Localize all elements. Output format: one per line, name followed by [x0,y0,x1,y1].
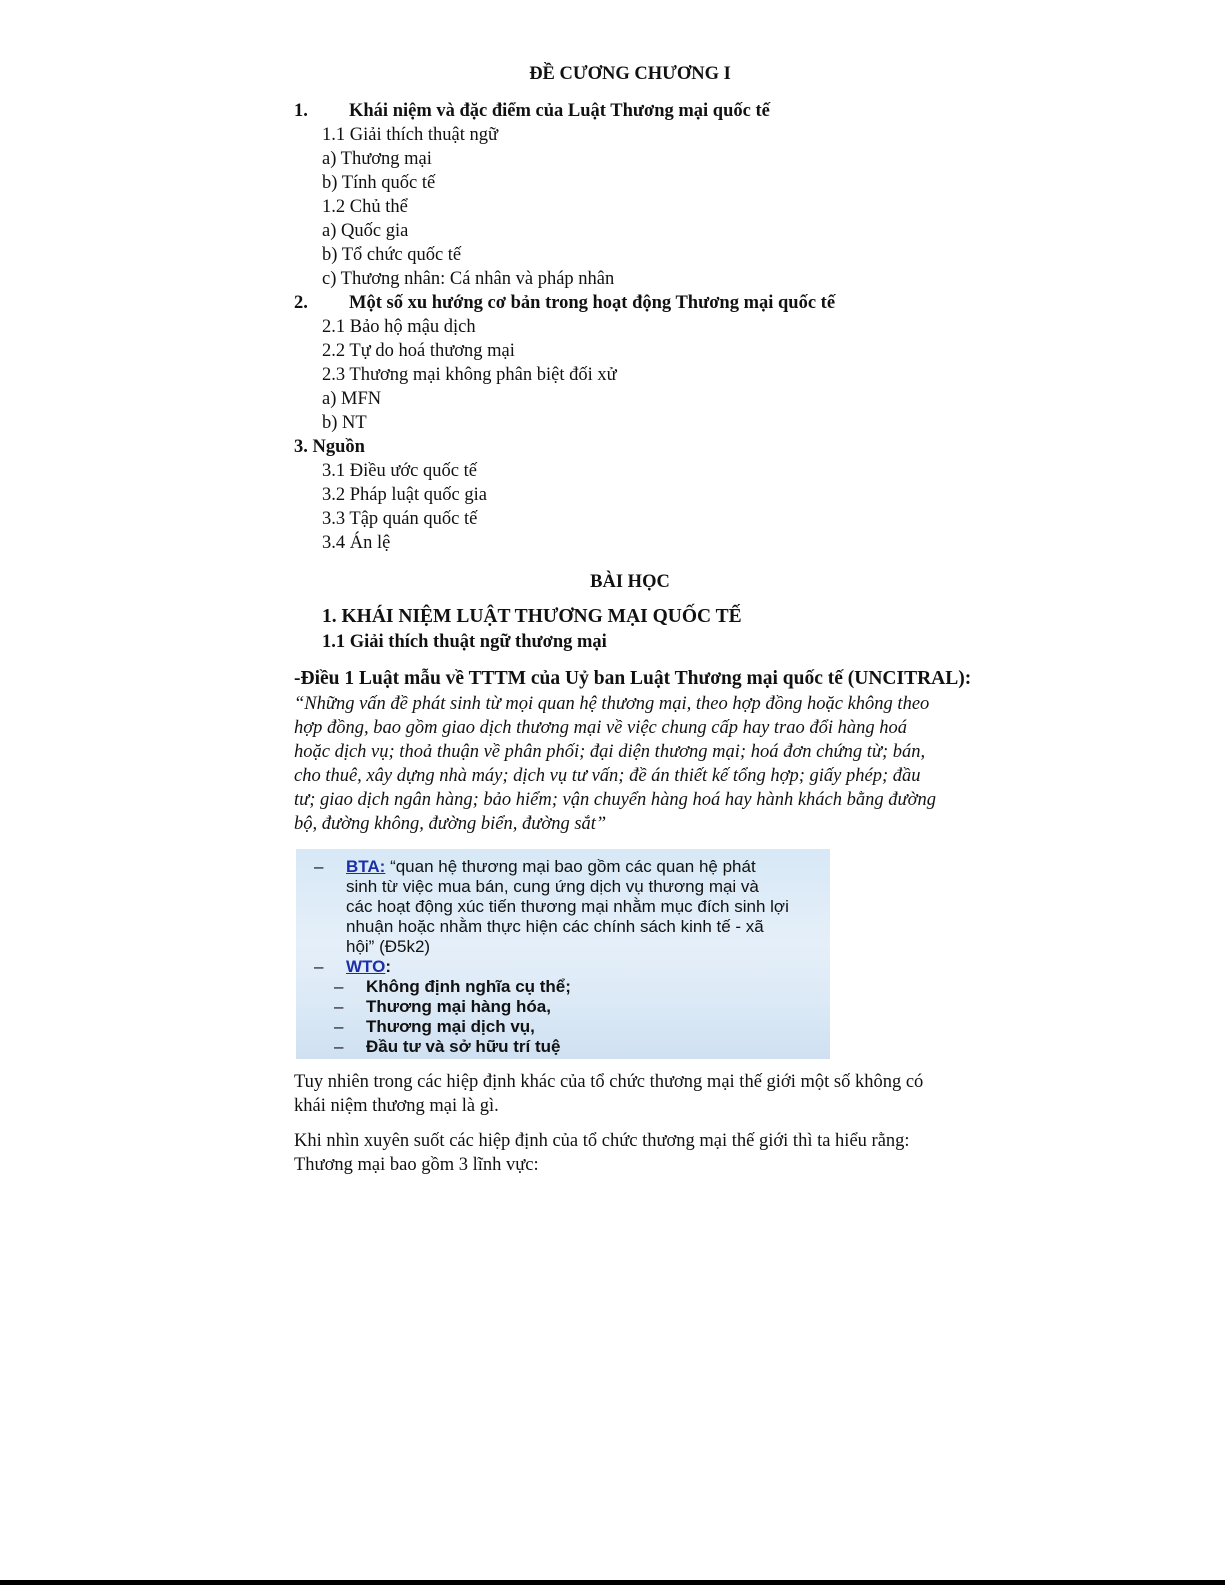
uncitral-quote [294,692,984,836]
outline-item: b) Tổ chức quốc tế [322,245,462,265]
section-label: Khái niệm và đặc điểm của Luật Thương mại quốc tế [349,101,770,121]
outline-item: 1.1 Giải thích thuật ngữ [322,125,498,145]
outline-item: c) Thương nhân: Cá nhân và pháp nhân [322,269,615,289]
outline-item: 3.1 Điều ước quốc tế [322,461,477,481]
wto-item: Thương mại hàng hóa, [366,997,551,1016]
paragraph-line: Thương mại bao gồm 3 lĩnh vực: [294,1155,539,1175]
outline-item: a) Quốc gia [322,221,409,241]
outline-item: b) NT [322,413,367,433]
bta-line: nhuận hoặc nhằm thực hiện các chính sách kinh tế - xã [346,917,764,936]
bta-line [346,857,756,877]
outline-item: 2.2 Tự do hoá thương mại [322,341,515,361]
section-number: 1. [294,101,308,121]
outline-section-1 [294,99,770,123]
quote-line: bộ, đường không, đường biển, đường sắt” [294,814,607,834]
outline-item: 2.1 Bảo hộ mậu dịch [322,317,476,337]
wto-label: WTO [346,957,386,976]
sub-bullet-dash: – [334,1017,344,1036]
bullet-dash: – [314,857,324,876]
bullet-dash: – [314,957,324,976]
outline-item: a) Thương mại [322,149,432,169]
quote-line: tư; giao dịch ngân hàng; bảo hiểm; vận chuyển hàng hoá hay hành khách bằng đường [294,790,936,810]
section-number: 2. [294,293,308,313]
wto-colon: : [385,957,392,976]
lesson-heading-1-1: 1.1 Giải thích thuật ngữ thương mại [322,632,607,652]
outline-item: 3.3 Tập quán quốc tế [322,509,478,529]
paragraph-line: Khi nhìn xuyên suốt các hiệp định của tổ chức thương mại thế giới thì ta hiểu rằng: [294,1131,910,1151]
outline-item: a) MFN [322,389,382,409]
paragraph [294,1129,984,1177]
bta-label: BTA: [346,857,386,876]
wto-item: Đầu tư và sở hữu trí tuệ [366,1037,561,1056]
outline-item: b) Tính quốc tế [322,173,436,193]
paragraph-line: khái niệm thương mại là gì. [294,1096,499,1116]
page-bottom-border [0,1580,1225,1585]
lesson-heading-1: 1. KHÁI NIỆM LUẬT THƯƠNG MẠI QUỐC TẾ [322,606,742,627]
quote-line: “Những vấn đề phát sinh từ mọi quan hệ thương mại, theo hợp đồng hoặc không theo [294,694,930,714]
quote-line: hoặc dịch vụ; thoả thuận về phân phối; đại diện thương mại; hoá đơn chứng từ; bán, [294,742,926,762]
section-label: Một số xu hướng cơ bản trong hoạt động Thương mại quốc tế [349,293,836,313]
quote-line: cho thuê, xây dựng nhà máy; dịch vụ tư vấn; đề án thiết kế tổng hợp; giấy phép; đầu [294,766,921,786]
sub-bullet-dash: – [334,1037,344,1056]
outline-item: 2.3 Thương mại không phân biệt đối xử [322,365,617,385]
outline-title: ĐỀ CƯƠNG CHƯƠNG I [529,64,731,84]
bta-line: sinh từ việc mua bán, cung ứng dịch vụ thương mại và [346,877,759,896]
paragraph [294,1070,984,1118]
wto-item: Thương mại dịch vụ, [366,1017,535,1036]
wto-item: Không định nghĩa cụ thể; [366,977,571,996]
quote-line: hợp đồng, bao gồm giao dịch thương mại về việc chung cấp hay trao đổi hàng hoá [294,718,908,738]
article-heading: -Điều 1 Luật mẫu về TTTM của Uỷ ban Luật Thương mại quốc tế (UNCITRAL): [294,668,972,689]
outline-section-3: 3. Nguồn [294,437,365,457]
paragraph-line: Tuy nhiên trong các hiệp định khác của tổ chức thương mại thế giới một số không có [294,1072,924,1092]
wto-line [346,957,391,977]
bta-line: hội” (Đ5k2) [346,937,431,956]
slide-image [296,849,830,1059]
bta-text: “quan hệ thương mại bao gồm các quan hệ phát [385,857,756,876]
lesson-title: BÀI HỌC [590,572,670,592]
sub-bullet-dash: – [334,977,344,996]
outline-item: 1.2 Chủ thể [322,197,408,217]
outline-item: 3.2 Pháp luật quốc gia [322,485,487,505]
bta-line: các hoạt động xúc tiến thương mại nhằm mục đích sinh lợi [346,897,789,916]
outline-section-2 [294,291,835,315]
outline-item: 3.4 Án lệ [322,533,391,553]
sub-bullet-dash: – [334,997,344,1016]
